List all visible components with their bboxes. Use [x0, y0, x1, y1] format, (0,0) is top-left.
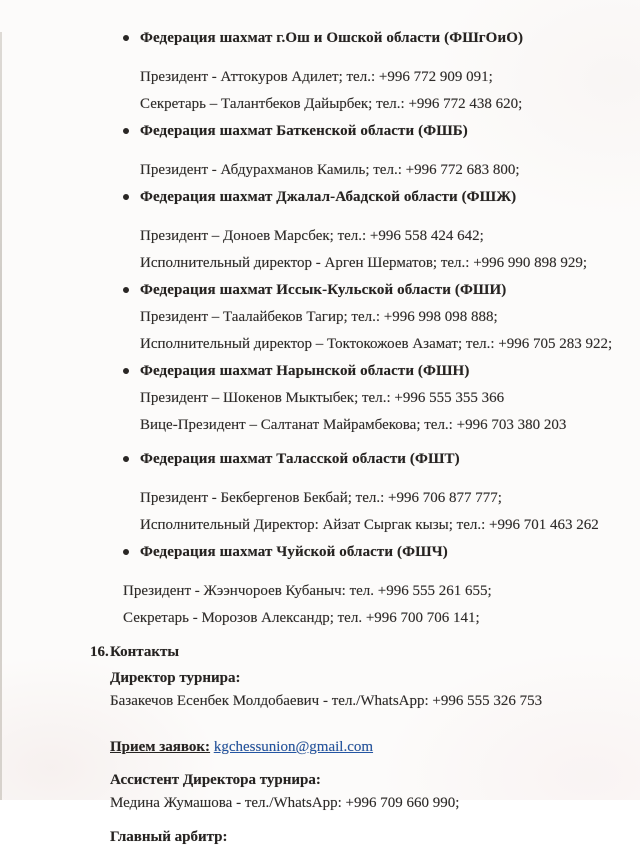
bullet-icon	[123, 368, 129, 374]
bullet-icon	[123, 287, 129, 293]
director-block	[0, 668, 640, 711]
federation-member-line: Секретарь - Морозов Александр; тел. +996 700 706 141;	[123, 610, 480, 626]
federation-member-line: Президент - Аттокуров Адилет; тел.: +996 772 909 091;	[140, 69, 493, 85]
contacts-heading-label: Контакты	[110, 644, 180, 660]
applications-block	[0, 737, 640, 757]
federation-member-line: Президент - Абдурахманов Камиль; тел.: +996 772 683 800;	[140, 162, 520, 178]
federation-member-line: Президент - Жээнчороев Кубаныч: тел. +996 555 261 655;	[123, 583, 492, 599]
federation-title: Федерация шахмат Нарынской области (ФШН)	[140, 363, 470, 379]
arbiter-label: Главный арбитр:	[110, 829, 228, 845]
federation-title: Федерация шахмат г.Ош и Ошской области (ФШгОиО)	[140, 30, 524, 46]
arbiter-block	[0, 827, 640, 847]
federation-item	[0, 449, 640, 535]
applications-email-link[interactable]: kgchessunion@gmail.com	[213, 739, 374, 755]
director-label: Директор турнира:	[110, 670, 241, 686]
federation-title: Федерация шахмат Чуйской области (ФШЧ)	[140, 544, 448, 560]
federation-item	[0, 542, 640, 628]
federation-member-line: Президент - Бекбергенов Бекбай; тел.: +996 706 877 777;	[140, 490, 502, 506]
federation-item	[0, 121, 640, 180]
federation-member-line: Секретарь – Талантбеков Дайырбек; тел.: +996 772 438 620;	[140, 96, 523, 112]
federation-member-line: Исполнительный директор - Арген Шерматов; тел.: +996 990 898 929;	[140, 255, 588, 271]
applications-label: Прием заявок:	[110, 739, 211, 755]
federation-list	[0, 28, 640, 628]
bullet-icon	[123, 456, 129, 462]
federation-item	[0, 28, 640, 114]
contacts-heading	[0, 642, 640, 662]
federation-item	[0, 280, 640, 354]
federation-item	[0, 361, 640, 435]
contacts-number: 16.	[90, 644, 109, 660]
bullet-icon	[123, 128, 129, 134]
bullet-icon	[123, 194, 129, 200]
director-value: Базакечов Есенбек Молдобаевич - тел./WhatsApp: +996 555 326 753	[110, 693, 543, 709]
assistant-label: Ассистент Директора турнира:	[110, 772, 321, 788]
assistant-value: Медина Жумашова - тел./WhatsApp: +996 709 660 990;	[110, 795, 460, 811]
federation-member-line: Вице-Президент – Салтанат Майрамбекова; тел.: +996 703 380 203	[140, 417, 567, 433]
bullet-icon	[123, 35, 129, 41]
federation-member-line: Президент – Шокенов Мыктыбек; тел.: +996 555 355 366	[140, 390, 505, 406]
federation-member-line: Президент – Доноев Марсбек; тел.: +996 558 424 642;	[140, 228, 484, 244]
applications-line	[110, 737, 640, 757]
federation-member-line: Президент – Таалайбеков Тагир; тел.: +996 998 098 888;	[140, 309, 498, 325]
bullet-icon	[123, 549, 129, 555]
federation-title: Федерация шахмат Таласской области (ФШТ)	[140, 451, 460, 467]
federation-member-line: Исполнительный директор – Токтокожоев Азамат; тел.: +996 705 283 922;	[140, 336, 613, 352]
document-content	[0, 28, 640, 850]
federation-member-line: Исполнительный Директор: Айзат Сыргак кызы; тел.: +996 701 463 262	[140, 517, 599, 533]
federation-title: Федерация шахмат Джалал-Абадской области (ФШЖ)	[140, 189, 517, 205]
federation-item	[0, 187, 640, 273]
contacts-section	[0, 642, 640, 847]
federation-title: Федерация шахмат Иссык-Кульской области (ФШИ)	[140, 282, 507, 298]
assistant-block	[0, 770, 640, 813]
federation-title: Федерация шахмат Баткенской области (ФШБ)	[140, 123, 468, 139]
